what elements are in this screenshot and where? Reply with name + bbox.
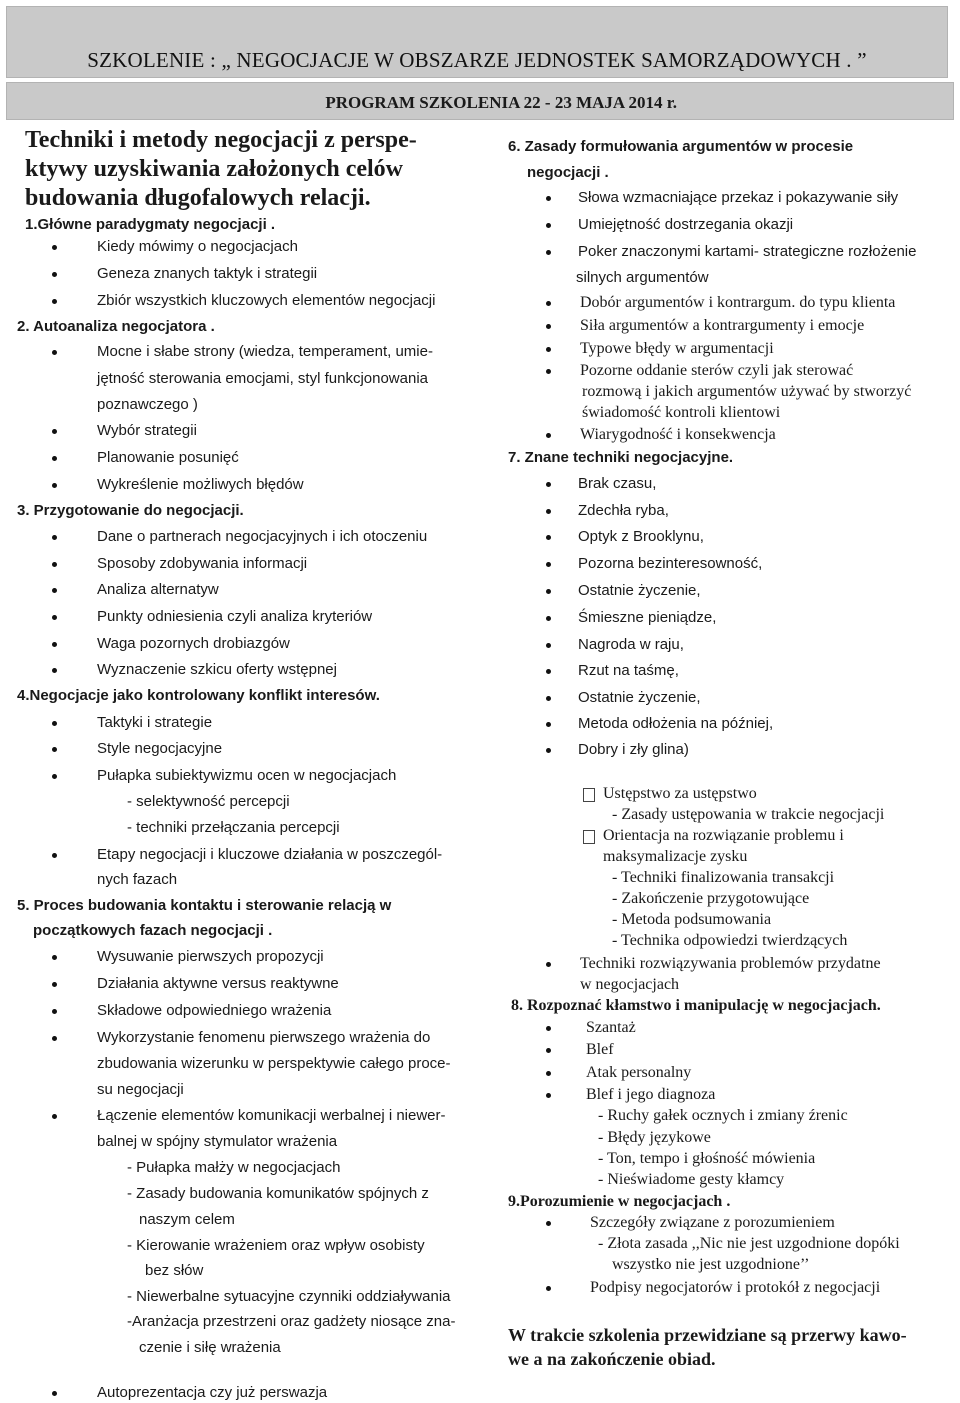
list-item: Blef bbox=[586, 1041, 614, 1058]
list-subitem: - Nieświadome gesty kłamcy bbox=[598, 1171, 785, 1188]
list-item: Dobry i zły glina) bbox=[578, 741, 689, 758]
list-item: Pozorna bezinteresowność, bbox=[578, 555, 763, 572]
list-subitem: - Techniki finalizowania transakcji bbox=[612, 869, 835, 886]
title-banner bbox=[6, 6, 948, 78]
list-subitem: czenie i siłę wrażenia bbox=[139, 1339, 281, 1356]
list-item: Atak personalny bbox=[586, 1064, 692, 1081]
footer-note: we a na zakończenie obiad. bbox=[508, 1349, 716, 1369]
bullet-icon bbox=[546, 1071, 551, 1076]
list-item: rozmową i jakich argumentów używać by stworzyć bbox=[582, 383, 912, 400]
bullet-icon bbox=[546, 324, 551, 329]
list-subitem: - Zasady budowania komunikatów spójnych z bbox=[127, 1185, 429, 1202]
list-item: Wykorzystanie fenomenu pierwszego wrażenia do bbox=[97, 1029, 431, 1046]
bullet-icon bbox=[52, 456, 57, 461]
list-subitem: - Metoda podsumowania bbox=[612, 911, 772, 928]
bullet-icon bbox=[546, 1026, 551, 1031]
bullet-icon bbox=[546, 616, 551, 621]
bullet-icon bbox=[546, 196, 551, 201]
bullet-icon bbox=[52, 774, 57, 779]
list-subitem: - Kierowanie wrażeniem oraz wpływ osobisty bbox=[127, 1237, 425, 1254]
checkbox-square-icon bbox=[583, 830, 595, 844]
bullet-icon bbox=[52, 562, 57, 567]
bullet-icon bbox=[546, 509, 551, 514]
footer-note: W trakcie szkolenia przewidziane są przerwy kawo- bbox=[508, 1325, 907, 1345]
section-4-title: 4.Negocjacje jako kontrolowany konflikt interesów. bbox=[17, 687, 380, 704]
bullet-icon bbox=[52, 668, 57, 673]
bullet-icon bbox=[52, 721, 57, 726]
bullet-icon bbox=[546, 562, 551, 567]
list-item: Łączenie elementów komunikacji werbalnej i niewer- bbox=[97, 1107, 446, 1124]
list-item: Wiarygodność i konsekwencja bbox=[580, 426, 776, 443]
list-item: Pozorne oddanie sterów czyli jak sterować bbox=[580, 362, 854, 379]
list-item: Blef i jego diagnoza bbox=[586, 1086, 716, 1103]
list-subitem: -Aranżacja przestrzeni oraz gadżety niosące zna- bbox=[127, 1313, 456, 1330]
section-5-title: początkowych fazach negocjacji . bbox=[33, 922, 273, 939]
list-item: su negocjacji bbox=[97, 1081, 184, 1098]
list-item: w negocjacjach bbox=[580, 976, 680, 993]
list-item: Nagroda w raju, bbox=[578, 636, 684, 653]
section-6-title: 6. Zasady formułowania argumentów w procesie bbox=[508, 138, 854, 155]
bullet-icon bbox=[52, 1114, 57, 1119]
list-item: silnych argumentów bbox=[576, 269, 709, 286]
list-item: Ostatnie życzenie, bbox=[578, 582, 701, 599]
bullet-icon bbox=[52, 642, 57, 647]
list-subitem: - Ruchy gałek ocznych i zmiany źrenic bbox=[598, 1107, 848, 1124]
list-item: zbudowania wizerunku w perspektywie całego proce- bbox=[97, 1055, 451, 1072]
list-item: Etapy negocjacji i kluczowe działania w poszczegól- bbox=[97, 846, 443, 863]
bullet-icon bbox=[546, 589, 551, 594]
list-item: Słowa wzmacniające przekaz i pokazywanie siły bbox=[578, 189, 899, 206]
list-item: Zbiór wszystkich kluczowych elementów negocjacji bbox=[97, 292, 436, 309]
bullet-icon bbox=[546, 250, 551, 255]
list-item: Dane o partnerach negocjacyjnych i ich otoczeniu bbox=[97, 528, 428, 545]
list-item: Szantaż bbox=[586, 1019, 636, 1036]
list-item: maksymalizacje zysku bbox=[603, 848, 748, 865]
section-5-title: 5. Proces budowania kontaktu i sterowanie relacją w bbox=[17, 897, 392, 914]
list-subitem: - Niewerbalne sytuacyjne czynniki oddziaływania bbox=[127, 1288, 451, 1305]
bullet-icon bbox=[52, 299, 57, 304]
list-item: Dobór argumentów i kontrargum. do typu klienta bbox=[580, 294, 896, 311]
bullet-icon bbox=[52, 535, 57, 540]
bullet-icon bbox=[52, 982, 57, 987]
list-item: Autoprezentacja czy już perswazja bbox=[97, 1384, 328, 1401]
bullet-icon bbox=[546, 1093, 551, 1098]
list-item: Orientacja na rozwiązanie problemu i bbox=[603, 827, 844, 844]
bullet-icon bbox=[52, 245, 57, 250]
section-1-title: 1.Główne paradygmaty negocjacji . bbox=[25, 216, 276, 233]
bullet-icon bbox=[52, 350, 57, 355]
list-item: Pułapka subiektywizmu ocen w negocjacjach bbox=[97, 767, 397, 784]
list-item: Ostatnie życzenie, bbox=[578, 689, 701, 706]
bullet-icon bbox=[546, 748, 551, 753]
bullet-icon bbox=[546, 1221, 551, 1226]
list-item: Typowe błędy w argumentacji bbox=[580, 340, 774, 357]
list-item: Siła argumentów a kontrargumenty i emocje bbox=[580, 317, 865, 334]
list-item: Wyznaczenie szkicu oferty wstępnej bbox=[97, 661, 337, 678]
list-subitem: - Technika odpowiedzi twierdzących bbox=[612, 932, 848, 949]
section-7-title: 7. Znane techniki negocjacyjne. bbox=[508, 449, 734, 466]
section-9-title: 9.Porozumienie w negocjacjach . bbox=[508, 1193, 731, 1210]
bullet-icon bbox=[52, 853, 57, 858]
left-heading-line: Techniki i metody negocjacji z perspe- bbox=[25, 127, 417, 153]
list-item: Śmieszne pieniądze, bbox=[578, 609, 717, 626]
list-item: Style negocjacyjne bbox=[97, 740, 223, 757]
bullet-icon bbox=[546, 722, 551, 727]
list-subitem: - Zakończenie przygotowujące bbox=[612, 890, 810, 907]
section-2-title: 2. Autoanaliza negocjatora . bbox=[17, 318, 215, 335]
list-item: Wysuwanie pierwszych propozycji bbox=[97, 948, 324, 965]
bullet-icon bbox=[52, 955, 57, 960]
bullet-icon bbox=[546, 535, 551, 540]
list-item: Techniki rozwiązywania problemów przydatne bbox=[580, 955, 881, 972]
left-heading-line: budowania długofalowych relacji. bbox=[25, 185, 371, 211]
bullet-icon bbox=[52, 588, 57, 593]
list-subitem: - techniki przełączania percepcji bbox=[127, 819, 340, 836]
list-item: Składowe odpowiedniego wrażenia bbox=[97, 1002, 332, 1019]
list-item: Kiedy mówimy o negocjacjach bbox=[97, 238, 298, 255]
bullet-icon bbox=[546, 1286, 551, 1291]
bullet-icon bbox=[546, 223, 551, 228]
list-subitem: - selektywność percepcji bbox=[127, 793, 290, 810]
list-item: Optyk z Brooklynu, bbox=[578, 528, 704, 545]
left-heading-line: ktywy uzyskiwania założonych celów bbox=[25, 156, 403, 182]
list-item: Wybór strategii bbox=[97, 422, 197, 439]
list-item: Zdechła ryba, bbox=[578, 502, 669, 519]
list-item: Planowanie posunięć bbox=[97, 449, 239, 466]
list-subitem: - Błędy językowe bbox=[598, 1129, 711, 1146]
list-item: świadomość kontroli klientowi bbox=[582, 404, 781, 421]
bullet-icon bbox=[546, 369, 551, 374]
bullet-icon bbox=[546, 1048, 551, 1053]
list-item: Mocne i słabe strony (wiedza, temperament, umie- bbox=[97, 343, 433, 360]
bullet-icon bbox=[546, 433, 551, 438]
list-item: balnej w spójny stymulator wrażenia bbox=[97, 1133, 338, 1150]
list-item: nych fazach bbox=[97, 871, 178, 888]
list-item: Sposoby zdobywania informacji bbox=[97, 555, 308, 572]
list-item: Poker znaczonymi kartami- strategiczne rozłożenie bbox=[578, 243, 917, 260]
list-item: Brak czasu, bbox=[578, 475, 657, 492]
section-8-title: 8. Rozpoznać kłamstwo i manipulację w negocjacjach. bbox=[511, 997, 881, 1014]
list-item: Umiejętność dostrzegania okazji bbox=[578, 216, 794, 233]
bullet-icon bbox=[52, 1009, 57, 1014]
list-item: Taktyki i strategie bbox=[97, 714, 213, 731]
bullet-icon bbox=[52, 747, 57, 752]
subtitle-banner bbox=[6, 82, 954, 120]
list-item: Ustępstwo za ustępstwo bbox=[603, 785, 757, 802]
list-item: Waga pozornych drobiazgów bbox=[97, 635, 290, 652]
section-6-title: negocjacji . bbox=[527, 164, 609, 181]
checkbox-square-icon bbox=[583, 788, 595, 802]
list-subitem: bez słów bbox=[145, 1262, 204, 1279]
list-item: Działania aktywne versus reaktywne bbox=[97, 975, 339, 992]
bullet-icon bbox=[52, 615, 57, 620]
bullet-icon bbox=[546, 482, 551, 487]
list-item: Metoda odłożenia na później, bbox=[578, 715, 774, 732]
list-subitem: - Pułapka małży w negocjacjach bbox=[127, 1159, 341, 1176]
list-item: Punkty odniesienia czyli analiza kryteriów bbox=[97, 608, 373, 625]
bullet-icon bbox=[52, 1391, 57, 1396]
list-subitem: - Ton, tempo i głośność mówienia bbox=[598, 1150, 816, 1167]
program-subtitle: PROGRAM SZKOLENIA 22 - 23 MAJA 2014 r. bbox=[325, 93, 677, 112]
bullet-icon bbox=[546, 696, 551, 701]
list-item: Rzut na taśmę, bbox=[578, 662, 679, 679]
list-subitem: - Złota zasada ,,Nic nie jest uzgodnione dopóki bbox=[598, 1235, 900, 1252]
list-item: Podpisy negocjatorów i protokół z negocjacji bbox=[590, 1279, 881, 1296]
bullet-icon bbox=[52, 483, 57, 488]
bullet-icon bbox=[546, 962, 551, 967]
list-subitem: wszystko nie jest uzgodnione’’ bbox=[612, 1256, 810, 1273]
bullet-icon bbox=[546, 301, 551, 306]
bullet-icon bbox=[546, 643, 551, 648]
list-subitem: - Zasady ustępowania w trakcie negocjacji bbox=[612, 806, 885, 823]
list-item: Wykreślenie możliwych błędów bbox=[97, 476, 304, 493]
list-item: Szczegóły związane z porozumieniem bbox=[590, 1214, 835, 1231]
section-3-title: 3. Przygotowanie do negocjacji. bbox=[17, 502, 244, 519]
bullet-icon bbox=[52, 1036, 57, 1041]
bullet-icon bbox=[546, 669, 551, 674]
list-item: poznawczego ) bbox=[97, 396, 198, 413]
bullet-icon bbox=[546, 347, 551, 352]
bullet-icon bbox=[52, 272, 57, 277]
list-item: jętność sterowania emocjami, styl funkcjonowania bbox=[97, 370, 428, 387]
list-item: Geneza znanych taktyk i strategii bbox=[97, 265, 318, 282]
list-subitem: naszym celem bbox=[139, 1211, 235, 1228]
page-title: SZKOLENIE : „ NEGOCJACJE W OBSZARZE JEDNOSTEK SAMORZĄDOWYCH . ” bbox=[87, 48, 867, 72]
bullet-icon bbox=[52, 429, 57, 434]
list-item: Analiza alternatyw bbox=[97, 581, 219, 598]
